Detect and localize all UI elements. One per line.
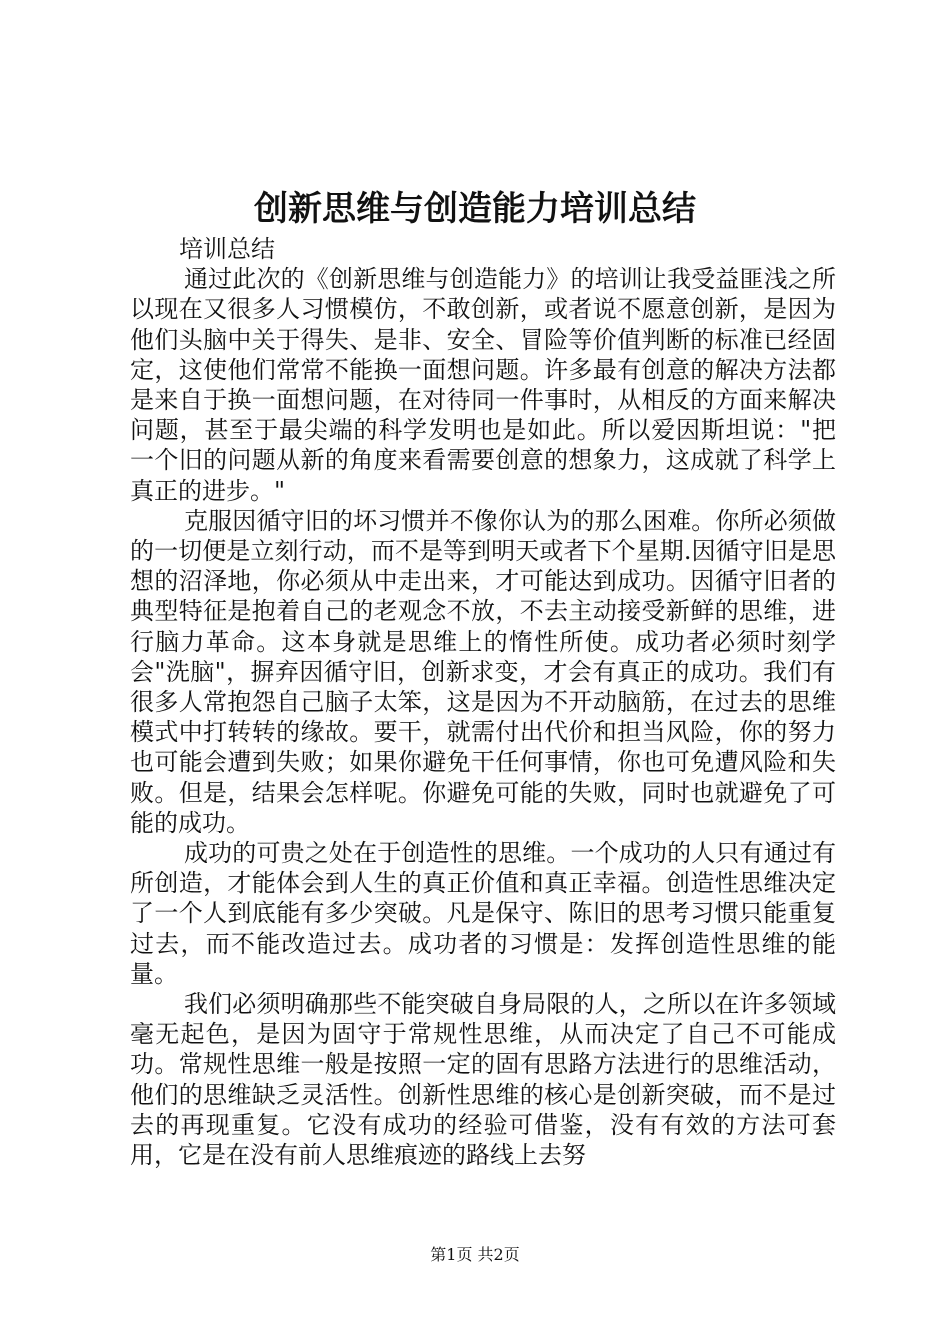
paragraph-3: 成功的可贵之处在于创造性的思维。一个成功的人只有通过有所创造，才能体会到人生的真正价值和真正幸福。创造性思维决定了一个人到底能有多少突破。凡是保守、陈旧的思考习惯只能重复过去，而不能改造过去。成功者的习惯是：发挥创造性思维的能量。	[130, 839, 836, 988]
paragraph-4: 我们必须明确那些不能突破自身局限的人，之所以在许多领域毫无起色，是因为固守于常规性思维，从而决定了自己不可能成功。常规性思维一般是按照一定的固有思路方法进行的思维活动，他们的思维缺乏灵活性。创新性思维的核心是创新突破，而不是过去的再现重复。它没有成功的经验可借鉴，没有有效的方法可套用，它是在没有前人思维痕迹的路线上去努	[130, 990, 836, 1170]
paragraph-2: 克服因循守旧的坏习惯并不像你认为的那么困难。你所必须做的一切便是立刻行动，而不是等到明天或者下个星期.因循守旧是思想的沼泽地，你必须从中走出来，才可能达到成功。因循守旧者的典型特征是抱着自己的老观念不放，不去主动接受新鲜的思维，进行脑力革命。这本身就是思维上的惰性所使。成功者必须时刻学会"洗脑"，摒弃因循守旧，创新求变，才会有真正的成功。我们有很多人常抱怨自己脑子太笨，这是因为不开动脑筋，在过去的思维模式中打转转的缘故。要干，就需付出代价和担当风险，你的努力也可能会遭到失败；如果你避免干任何事情，你也可免遭风险和失败。但是，结果会怎样呢。你避免可能的失败，同时也就避免了可能的成功。	[130, 506, 836, 837]
page-number-footer: 第1页 共2页	[430, 1245, 520, 1264]
section-heading: 培训总结	[179, 235, 275, 263]
document-body	[130, 234, 836, 1170]
document-title: 创新思维与创造能力培训总结	[254, 189, 696, 229]
paragraph-1: 通过此次的《创新思维与创造能力》的培训让我受益匪浅之所以现在又很多人习惯模仿，不敢创新，或者说不愿意创新，是因为他们头脑中关于得失、是非、安全、冒险等价值判断的标准已经固定，这使他们常常不能换一面想问题。许多最有创意的解决方法都是来自于换一面想问题，在对待同一件事时，从相反的方面来解决问题，甚至于最尖端的科学发明也是如此。所以爱因斯坦说："把一个旧的问题从新的角度来看需要创意的想象力，这成就了科学上真正的进步。"	[130, 265, 836, 505]
